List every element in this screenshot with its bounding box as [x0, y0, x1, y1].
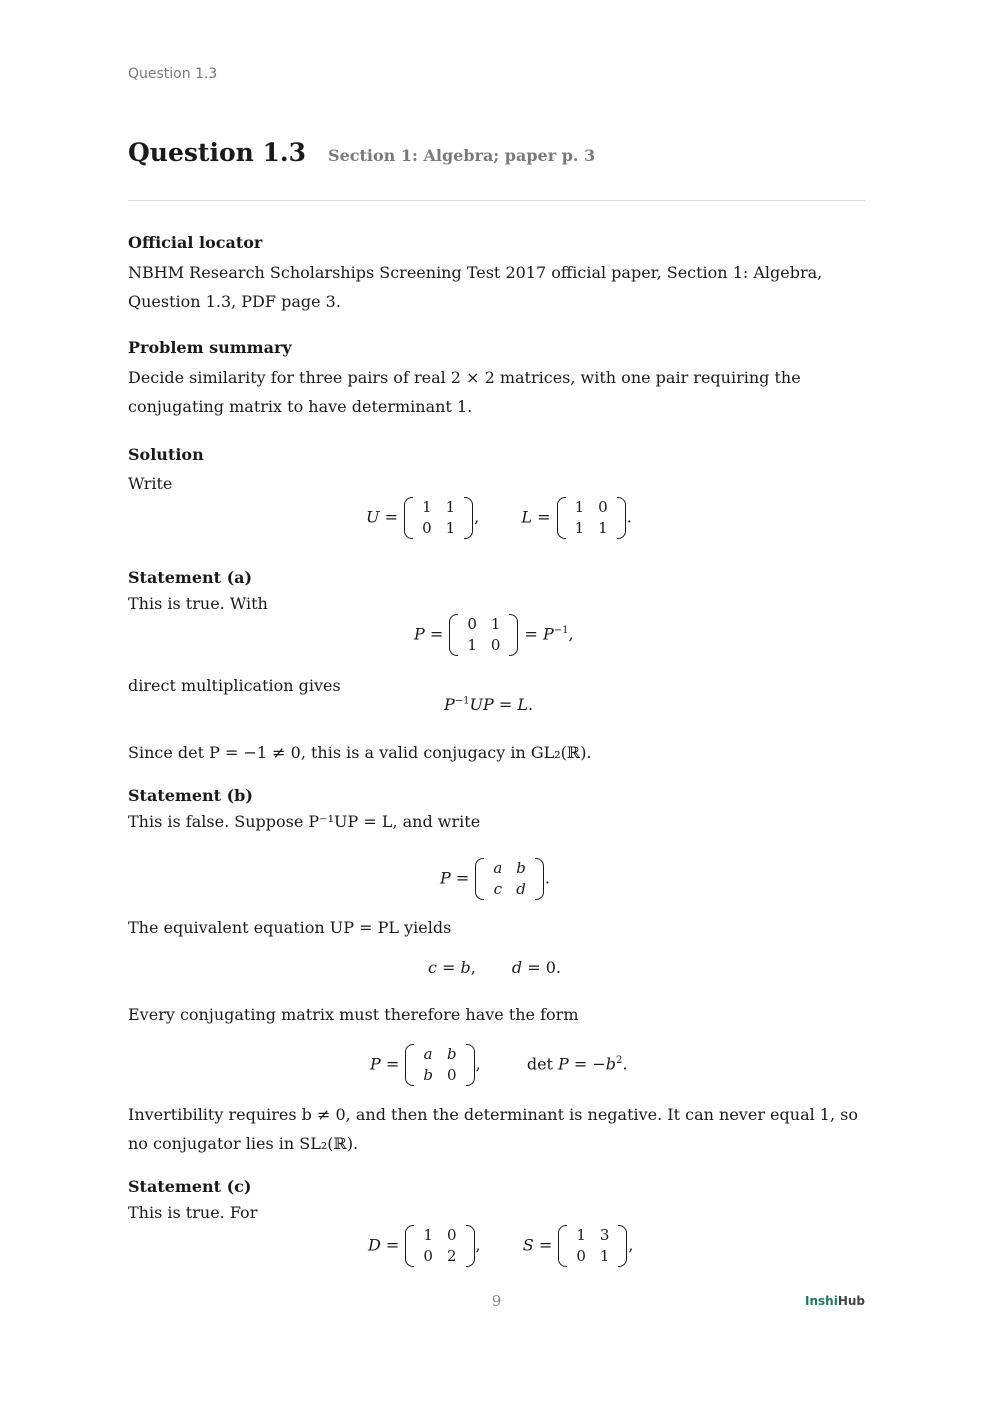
equation-p-general: P = a b c d . — [440, 859, 550, 898]
question-title: Question 1.3 — [128, 138, 307, 167]
solution-heading: Solution — [128, 445, 204, 464]
matrix-s: 1 3 0 1 — [557, 1225, 628, 1267]
problem-summary-text: Decide similarity for three pairs of real 2 × 2 matrices, with one pair requiring the conjugating matrix to have determinant 1. — [128, 368, 801, 416]
page-number: 9 — [491, 1292, 502, 1310]
l-symbol: L — [521, 507, 533, 527]
matrix-d: 1 0 0 2 — [404, 1225, 475, 1267]
question-subtitle: Section 1: Algebra; paper p. 3 — [328, 146, 596, 165]
statement-a-conclusion: Since det P = −1 ≠ 0, this is a valid conjugacy in GL₂(ℝ). — [128, 743, 592, 762]
solution-section — [128, 445, 865, 498]
question-title-row — [128, 138, 595, 167]
statement-c-heading: Statement (c) — [128, 1177, 252, 1196]
problem-summary-section — [128, 338, 865, 421]
matrix-p-form: a b b 0 — [404, 1044, 475, 1086]
statement-a-heading: Statement (a) — [128, 568, 253, 587]
statement-b-form-text: Every conjugating matrix must therefore have the form — [128, 1005, 579, 1024]
official-locator-section — [128, 233, 865, 316]
statement-b-intro: This is false. Suppose P⁻¹UP = L, and write — [128, 812, 481, 831]
title-divider — [128, 200, 865, 201]
matrix-l: 1 0 1 1 — [556, 497, 627, 539]
official-locator-heading: Official locator — [128, 233, 263, 252]
matrix-p-swap: 0 1 1 0 — [448, 614, 519, 656]
problem-summary-heading: Problem summary — [128, 338, 292, 357]
statement-a-section — [128, 568, 865, 618]
u-symbol: U — [366, 507, 380, 527]
matrix-u: 1 1 0 1 — [403, 497, 474, 539]
equation-p-swap: P = 0 1 1 0 = $P^{-1}$, — [414, 615, 574, 654]
running-head: Question 1.3 — [128, 66, 218, 82]
brand-logo: InshiHub — [805, 1294, 865, 1308]
matrix-p-general: a b c d — [474, 858, 545, 900]
equation-conjugacy: $P^{-1}UP = L$. — [444, 695, 534, 714]
statement-c-intro: This is true. For — [128, 1203, 258, 1222]
equation-p-form: P = a b b 0 , $\det P = -b^2$. — [370, 1045, 628, 1084]
statement-b-heading: Statement (b) — [128, 786, 253, 805]
statement-c-section — [128, 1177, 865, 1227]
statement-b-section — [128, 786, 865, 836]
solution-write-text: Write — [128, 474, 173, 493]
statement-a-intro: This is true. With — [128, 594, 268, 613]
official-locator-text: NBHM Research Scholarships Screening Test 2017 official paper, Section 1: Algebra, Question 1.3, PDF page 3. — [128, 263, 823, 311]
equation-d-s: D = 1 0 0 2 , S = 1 3 0 1 , — [368, 1226, 634, 1265]
equation-u-l: U = 1 1 0 1 , L = 1 0 1 1 . — [366, 498, 632, 537]
equation-c-d: c = b, d = 0. — [428, 958, 561, 977]
statement-b-conclusion: Invertibility requires b ≠ 0, and then the determinant is negative. It can never equal 1, so no conjugator lies in SL₂(ℝ). — [128, 1105, 858, 1153]
statement-b-eq-text: The equivalent equation UP = PL yields — [128, 918, 452, 937]
statement-a-mult-text: direct multiplication gives — [128, 676, 341, 695]
